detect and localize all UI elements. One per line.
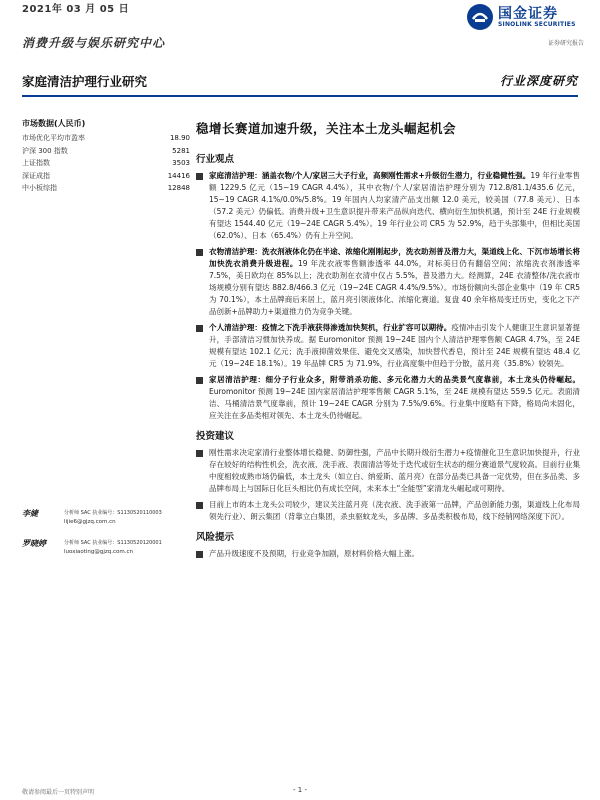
report-title: 稳增长赛道加速升级，关注本土龙头崛起机会 [196, 121, 457, 136]
market-row [22, 182, 190, 195]
bullet-text: 疫情冲击引发个人健康卫生意识显著提升，手部清洁习惯加快养成。据 Euromonitor 预测 19~24E 国内个人清洁护理零售额 CAGR 4.7%，至 24E 规模有望达 102.1 亿元；洗手液抑菌效果佳、避免交叉感染，加快替代香皂，预计至 24E 规模有望达 48.4 亿元（19~24E 18.1%）。19 年品牌 CR5 为 71.9%，行业高度集中但趋于分散，蓝月亮（35.8%）较领先。 [209, 323, 581, 368]
view-bullet [196, 374, 580, 422]
bullet-text: 19 年行业零售额 1229.5 亿元（15~19 CAGR 4.4%），其中衣物/个人/家居清洁护理分别为 712.8/81.1/435.6 亿元，15~19 CAGR 4.1%/0.0%/5.8%。19 年国内人均家清产品支出额 12.0 美元，较美国（77.8 美元）、日本（57.2 美元）仍偏低。消费升级+卫生意识提升带来产品纵向迭代、横向衍生加快机遇，预计至 24E 行业规模有望达 1544.40 亿元（19~24E CAGR 5.4%）。19 年行业公司 CR5 为 52.9%，趋于头部集中，但相比美国（62.0%）、日本（65.4%）仍有上升空间。 [209, 171, 580, 240]
market-label: 市场优化平均市盈率 [22, 134, 85, 142]
bullet-square-icon [196, 450, 203, 457]
logo-text-cn: 国金证券 [498, 6, 558, 22]
invest-bullet [196, 499, 580, 523]
industry-title: 家庭清洁护理行业研究 [22, 74, 148, 89]
market-value: 5281 [172, 146, 190, 155]
bullet-text: 目前上市的本土龙头公司较少，建议关注蓝月亮（洗衣液、洗手液第一品牌，产品创新能力强，渠道线上化布局领先行业）、朗云集团（背靠立白集团，杀虫驱蚊龙头，多品牌、多品类积极布局，线下经销网络深度下沉）。 [209, 500, 580, 521]
market-data-title: 市场数据(人民币) [22, 119, 86, 128]
bullet-text: 刚性需求决定家清行业整体增长稳健、防御性强，产品中长期升级衍生潜力+疫情催化卫生意识加快提升，行业存在较好的结构性机会，洗衣液、洗手液、表面清洁等处于迭代或衍生状态的细分赛道景气度较高。目前行业集中度相较成熟市场仍偏低，本土龙头（如立白、纳爱斯、蓝月亮）在部分品类已具备一定优势，但在多品类、多品牌布局上与国际日化巨头相比仍有成长空间，未来本土“全能型”家清龙头崛起或可期待。 [209, 448, 580, 493]
market-value: 18.90 [169, 134, 190, 142]
view-bullet [196, 170, 580, 242]
analyst-name: 李婕 [22, 509, 38, 518]
bullet-text: 产品升级速度不及预期，行业竞争加剧，原材料价格大幅上涨。 [209, 549, 419, 558]
bullet-square-icon [196, 551, 203, 558]
analyst-cert: 分析师 SAC 执业编号：S1130520120001 [64, 540, 162, 546]
market-value: 12848 [167, 184, 190, 192]
section-heading-view: 行业观点 [196, 154, 235, 165]
bullet-lead: 家庭清洁护理：涵盖衣物/个人/家居三大子行业，高频刚性需求+升级衍生潜力，行业稳健性强。 [209, 171, 531, 180]
department-name: 消费升级与娱乐研究中心 [22, 36, 166, 50]
bullet-lead: 家居清洁护理：细分子行业众多，附带消杀功能、多元化潜力大的品类景气度靠前，本土龙头仍待崛起。 [209, 375, 580, 384]
bullet-text: Euromonitor 预测 19~24E 国内家居清洁护理零售额 CAGR 5.1%，至 24E 规模有望达 559.5 亿元。表面清洁、马桶清洁景气度靠前，预计 19~24E CAGR 分别为 7.5%/9.6%。行业集中度略有下降，格局尚未固化，应关注在多品类相对领先、本土龙头仍待崛起。 [209, 387, 580, 420]
view-bullet [196, 246, 580, 318]
market-value: 14416 [167, 171, 190, 180]
section-heading-risk: 风险提示 [196, 532, 235, 543]
logo-text-en: SINOLINK SECURITIES [498, 21, 576, 28]
bullet-square-icon [196, 249, 203, 256]
report-date: 2021年 03 月 05 日 [22, 4, 130, 15]
market-row [22, 145, 190, 158]
bullet-square-icon [196, 377, 203, 384]
analyst-name: 罗晓婷 [22, 539, 46, 548]
analyst-email[interactable]: lijie6@gjzq.com.cn [64, 519, 116, 525]
view-bullet [196, 322, 580, 370]
report-body [196, 120, 580, 564]
analyst-cert: 分析师 SAC 执业编号：S1130520110003 [64, 510, 162, 516]
market-row [22, 157, 190, 170]
footer-disclaimer: 敬请参阅最后一页特别声明 [22, 789, 95, 796]
report-type: 证券研究报告 [547, 40, 584, 47]
risk-bullet [196, 548, 580, 560]
page-number: - 1 - [293, 786, 307, 794]
bullet-lead: 个人清洁护理：疫情之下洗手液获得渗透加快契机，行业扩容可以期待。 [209, 323, 452, 332]
analyst-email[interactable]: luoxiaoting@gjzq.com.cn [64, 549, 134, 555]
market-label: 沪深 300 指数 [22, 146, 68, 155]
bullet-square-icon [196, 325, 203, 332]
market-label: 中小板综指 [22, 184, 57, 192]
company-logo [466, 1, 586, 37]
bullet-lead: 衣物清洁护理：洗衣剂液体化仍在半途、浓缩化刚刚起步，洗衣助剂普及潜力大，渠道线上化、下沉市场增长将加快洗衣消费升级进程。 [209, 247, 580, 268]
market-row [22, 170, 190, 183]
report-category: 行业深度研究 [499, 74, 578, 88]
market-data-panel [22, 118, 190, 195]
bullet-square-icon [196, 502, 203, 509]
market-value: 3503 [172, 159, 190, 167]
header-divider [22, 95, 578, 97]
market-row [22, 132, 190, 145]
bullet-square-icon [196, 173, 203, 180]
invest-bullet [196, 447, 580, 495]
logo-icon [466, 3, 494, 31]
section-heading-invest: 投资建议 [196, 431, 235, 442]
bullet-text: 19 年洗衣液零售额渗透率 44.0%，对标美日仍有翻倍空间；浓缩洗衣剂渗透率 7.5%，美日欧均在 85%以上；洗衣助剂在衣清中仅占 5.5%，普及潜力大。经测算，24E 衣清整体/洗衣液市场规模分别有望达 882.8/466.3 亿元（19~24E CAGR 4.4%/9.5%）。市场份额向头部企业集中（19 年 CR5 为 70.1%），本土品牌商后来居上，蓝月亮引领液体化、浓缩化赛道。复盘 40 余年格局变迁历史，变化之下产品创新+品牌助力+渠道推力仍为竞争关键。 [209, 259, 581, 316]
market-label: 深证成指 [22, 171, 50, 180]
market-label: 上证指数 [22, 159, 50, 167]
